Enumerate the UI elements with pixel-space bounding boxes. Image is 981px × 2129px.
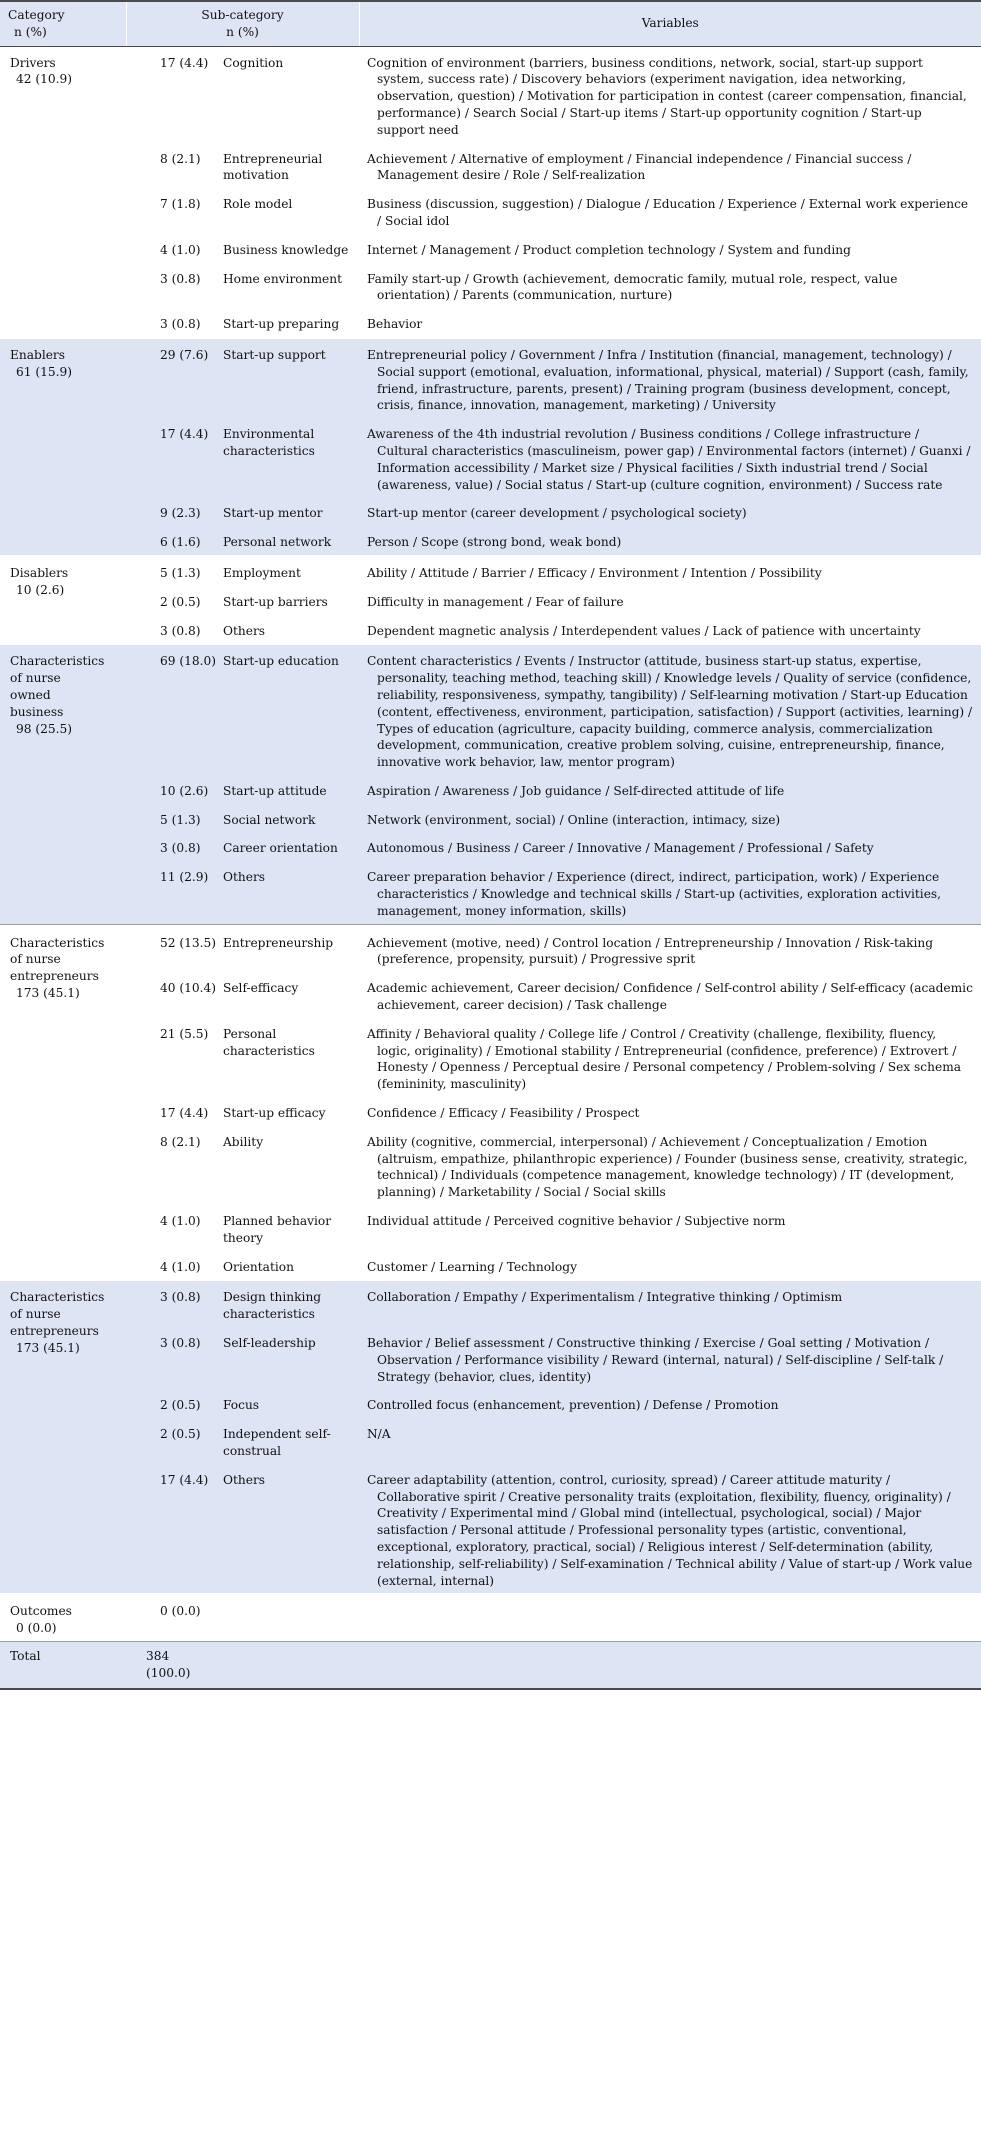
- subcategory-name: Self-efficacy: [223, 981, 299, 996]
- subcategory-name: Start-up support: [221, 338, 359, 418]
- subcategory-count: 2 (0.5): [160, 594, 201, 609]
- subcategory-count: 3 (0.8): [126, 1327, 221, 1389]
- subcategory-count: 8 (2.1): [160, 151, 201, 166]
- subcategory-name: Home environment: [223, 271, 342, 286]
- subcategory-name: Self-leadership: [221, 1327, 359, 1389]
- variables-cell: Autonomous / Business / Career / Innovative / Management / Professional / Safety: [359, 832, 981, 861]
- table-row: [0, 1389, 981, 1418]
- subcategory-name: Start-up mentor: [221, 497, 359, 526]
- category-cell: Disablers 10 (2.6): [0, 556, 126, 644]
- subcategory-name: Independent self-construal: [221, 1418, 359, 1464]
- category-cell: Outcomes 0 (0.0): [0, 1594, 126, 1641]
- subcategory-count: 2 (0.5): [126, 1389, 221, 1418]
- variables-cell: Academic achievement, Career decision/ Confidence / Self-control ability / Self-efficacy (academic achievement, career decision) / Task challenge: [367, 981, 973, 1013]
- category-cell: Characteristics of nurse owned business 98 (25.5): [0, 644, 126, 924]
- subcategory-name: Ability: [223, 1134, 264, 1149]
- subcategory-count: 10 (2.6): [126, 775, 221, 804]
- subcategory-count: 40 (10.4): [160, 981, 217, 996]
- table-row: [0, 615, 981, 645]
- subcategory-count: 9 (2.3): [126, 497, 221, 526]
- variables-cell: Network (environment, social) / Online (interaction, intimacy, size): [359, 804, 981, 833]
- table-body: [0, 46, 981, 1688]
- variables-cell: Business (discussion, suggestion) / Dialogue / Education / Experience / External work experience / Social idol: [367, 197, 969, 228]
- table-row: [0, 586, 981, 615]
- table-row: [0, 1418, 981, 1464]
- subcategory-name: Start-up education: [221, 644, 359, 775]
- total-empty: [221, 1641, 981, 1688]
- subcategory-count: 3 (0.8): [126, 1280, 221, 1327]
- subcategory-count: 6 (1.6): [126, 526, 221, 556]
- variables-cell: Family start-up / Growth (achievement, democratic family, mutual role, respect, value orientation) / Parents (communication, nurture): [367, 271, 898, 303]
- variables-cell: Affinity / Behavioral quality / College life / Control / Creativity (challenge, flexibility, fluency, logic, originality) / Emotional stability / Entrepreneurial (confidence, preference) / Extrovert / Honesty / Openness / Perceptual desire / Personal competency / Problem-solving / Sex schema (femininity, masculinity): [367, 1026, 962, 1092]
- variables-cell: Content characteristics / Events / Instructor (attitude, business start-up status, expertise, personality, teaching method, teaching skill) / Knowledge levels / Quality of service (confidence, reliability, responsiveness, sympathy, tangibility) / Self-learning motivation / Start-up Education (content, effectiveness, environment, participation, satisfaction) / Support (activities, learning) / Types of education (agriculture, capacity building, commerce analysis, commercialization development, communication, creative problem solving, cuisine, entrepreneurship, finance, innovative work behavior, law, mentor program): [359, 644, 981, 775]
- subcategory-name: Personal network: [221, 526, 359, 556]
- variables-cell: Entrepreneurial policy / Government / Infra / Institution (financial, management, technology) / Social support (emotional, evaluation, informational, physical, material) / Support (cash, family, friend, infrastructure, parents, present) / Training program (business development, concept, crisis, finance, innovation, management, marketing) / University: [359, 338, 981, 418]
- table-row: [0, 188, 981, 234]
- subcategory-count: 4 (1.0): [160, 242, 201, 257]
- variables-cell: Cognition of environment (barriers, business conditions, network, social, start-up support system, success rate) / Discovery behaviors (experiment navigation, idea networking, observation, question) / Motivation for participation in contest (career compensation, financial, performance) / Search Social / Start-up items / Start-up opportunity cognition / Start-up support need: [367, 55, 967, 137]
- variables-cell: Career preparation behavior / Experience (direct, indirect, participation, work) / Experience characteristics / Knowledge and technical skills / Start-up (activities, exploration activities, management, money information, skills): [359, 861, 981, 924]
- subcategory-count: 17 (4.4): [160, 55, 209, 70]
- subcategory-count: 7 (1.8): [160, 197, 201, 212]
- table-row: [0, 1126, 981, 1205]
- subcategory-name: Employment: [221, 556, 359, 586]
- subcategory-name: Others: [221, 1464, 359, 1595]
- category-cell: Characteristics of nurse entrepreneurs 173 (45.1): [0, 1280, 126, 1594]
- table-row: [0, 526, 981, 556]
- subcategory-count: 5 (1.3): [126, 556, 221, 586]
- variables-cell: Collaboration / Empathy / Experimentalism / Integrative thinking / Optimism: [359, 1280, 981, 1327]
- subcategory-count: 3 (0.8): [160, 623, 201, 638]
- subcategory-name: Design thinking characteristics: [221, 1280, 359, 1327]
- table-row: [0, 556, 981, 586]
- variables-cell: Individual attitude / Perceived cognitive behavior / Subjective norm: [367, 1214, 786, 1229]
- category-cell: Enablers 61 (15.9): [0, 338, 126, 556]
- variables-cell: Dependent magnetic analysis / Interdependent values / Lack of patience with uncertainty: [367, 623, 921, 638]
- variables-cell: Difficulty in management / Fear of failure: [367, 594, 624, 609]
- table-row: [0, 924, 981, 972]
- subcategory-count: 17 (4.4): [126, 418, 221, 497]
- subcategory-count: 69 (18.0): [126, 644, 221, 775]
- subcategory-name: Others: [221, 861, 359, 924]
- subcategory-name: Start-up attitude: [221, 775, 359, 804]
- subcategory-name: Start-up barriers: [223, 594, 328, 609]
- table-row: [0, 861, 981, 924]
- subcategory-count: 11 (2.9): [126, 861, 221, 924]
- header-category: Category n (%): [0, 1, 126, 46]
- variables-cell: Controlled focus (enhancement, prevention) / Defense / Promotion: [359, 1389, 981, 1418]
- table-row: [0, 832, 981, 861]
- variables-cell: Aspiration / Awareness / Job guidance / Self-directed attitude of life: [359, 775, 981, 804]
- subcategory-count: 8 (2.1): [160, 1134, 201, 1149]
- subcategory-name: Personal characteristics: [223, 1026, 315, 1058]
- table-row: [0, 644, 981, 775]
- table-row: [0, 338, 981, 418]
- total-label: Total: [0, 1641, 126, 1688]
- table-row: [0, 234, 981, 263]
- table-row: [0, 418, 981, 497]
- subcategory-name: Cognition: [223, 55, 284, 70]
- subcategory-count: 3 (0.8): [126, 832, 221, 861]
- variables-cell: Ability (cognitive, commercial, interpersonal) / Achievement / Conceptualization / Emotion (altruism, empathize, philanthropic experience) / Founder (business sense, creativity, strategic, technical) / Individuals (competence management, knowledge technology) / IT (development, planning) / Marketability / Social / Social skills: [367, 1134, 968, 1200]
- table-row: [0, 1251, 981, 1281]
- table-row: [0, 1594, 981, 1641]
- subcategory-name: Role model: [223, 197, 293, 212]
- subcategory-count: 4 (1.0): [160, 1214, 201, 1229]
- subcategory-count: 3 (0.8): [160, 271, 201, 286]
- table-row: [0, 1280, 981, 1327]
- table-header: [0, 1, 981, 46]
- header-variables: Variables: [359, 1, 981, 46]
- variables-cell: Ability / Attitude / Barrier / Efficacy / Environment / Intention / Possibility: [359, 556, 981, 586]
- variables-cell: Customer / Learning / Technology: [367, 1259, 577, 1274]
- subcategory-name: Career orientation: [221, 832, 359, 861]
- subcategory-count: 52 (13.5): [126, 924, 221, 972]
- header-subcategory: Sub-category n (%): [126, 1, 359, 46]
- table-row: [0, 1205, 981, 1251]
- table-row: [0, 497, 981, 526]
- table-row: [0, 1097, 981, 1126]
- subcategory-name: Planned behavior theory: [223, 1214, 332, 1245]
- subcategory-count: 4 (1.0): [160, 1259, 201, 1274]
- subcategory-count: 29 (7.6): [126, 338, 221, 418]
- subcategory-name: Entrepreneurial motivation: [223, 151, 323, 183]
- subcategory-name: Entrepreneurship: [221, 924, 359, 972]
- variables-cell: Achievement (motive, need) / Control location / Entrepreneurship / Innovation / Risk-taking (preference, propensity, pursuit) / Progressive sprit: [359, 924, 981, 972]
- variables-cell: Career adaptability (attention, control, curiosity, spread) / Career attitude maturity / Collaborative spirit / Creative personality traits (exploitation, flexibility, fluency, originality) / Creativity / Experimental mind / Global mind (intellectual, psychological, social) / Major satisfaction / Personal attitude / Professional personality types (artistic, conventional, exceptional, exploratory, practical, social) / Religious interest / Self-determination (ability, relationship, self-reliability) / Self-examination / Technical ability / Value of start-up / Work value (external, internal): [359, 1464, 981, 1595]
- subcategory-name: Orientation: [223, 1259, 294, 1274]
- subcategory-name: Social network: [221, 804, 359, 833]
- category-cell: Drivers 42 (10.9): [10, 55, 73, 87]
- table-row: [0, 263, 981, 309]
- variables-cell: Internet / Management / Product completion technology / System and funding: [367, 242, 851, 257]
- table-row: [0, 308, 981, 338]
- subcategory-name: Business knowledge: [223, 242, 349, 257]
- variables-cell: Behavior / Belief assessment / Constructive thinking / Exercise / Goal setting / Motivation / Observation / Performance visibility / Reward (internal, natural) / Self-discipline / Self-talk / Strategy (behavior, clues, identity): [359, 1327, 981, 1389]
- total-row: [0, 1641, 981, 1688]
- variables-cell: N/A: [359, 1418, 981, 1464]
- variables-cell: Person / Scope (strong bond, weak bond): [359, 526, 981, 556]
- table-row: [0, 1327, 981, 1389]
- variables-cell: [359, 1594, 981, 1641]
- table-row: [0, 972, 981, 1018]
- subcategory-name: [221, 1594, 359, 1641]
- table-row: [0, 1018, 981, 1097]
- subcategory-name: Others: [223, 623, 266, 638]
- table-row: [0, 1464, 981, 1595]
- total-count: 384 (100.0): [126, 1641, 221, 1688]
- category-cell: Characteristics of nurse entrepreneurs 173 (45.1): [0, 924, 126, 1280]
- table-row: [0, 804, 981, 833]
- variables-cell: Behavior: [367, 317, 423, 332]
- variables-cell: Achievement / Alternative of employment / Financial independence / Financial success / Management desire / Role / Self-realization: [367, 151, 912, 183]
- subcategory-count: 0 (0.0): [126, 1594, 221, 1641]
- subcategory-name: Start-up preparing: [223, 317, 340, 332]
- table-row: [0, 775, 981, 804]
- subcategory-count: 17 (4.4): [126, 1464, 221, 1595]
- subcategory-count: 21 (5.5): [160, 1026, 209, 1041]
- subcategory-name: Environmental characteristics: [221, 418, 359, 497]
- variables-cell: Confidence / Efficacy / Feasibility / Prospect: [367, 1106, 640, 1121]
- subcategory-count: 2 (0.5): [126, 1418, 221, 1464]
- subcategory-name: Focus: [221, 1389, 359, 1418]
- subcategory-count: 3 (0.8): [160, 317, 201, 332]
- subcategory-count: 5 (1.3): [126, 804, 221, 833]
- table-row: [0, 143, 981, 189]
- variables-cell: Start-up mentor (career development / psychological society): [359, 497, 981, 526]
- subcategory-count: 17 (4.4): [160, 1106, 209, 1121]
- subcategory-name: Start-up efficacy: [223, 1106, 326, 1121]
- table-row: [0, 46, 981, 142]
- variables-cell: Awareness of the 4th industrial revolution / Business conditions / College infrastructure / Cultural characteristics (masculineism, power gap) / Environmental factors (internet) / Guanxi / Information accessibility / Market size / Physical facilities / Sixth industrial trend / Social (awareness, value) / Social status / Start-up (culture cognition, environment) / Success rate: [359, 418, 981, 497]
